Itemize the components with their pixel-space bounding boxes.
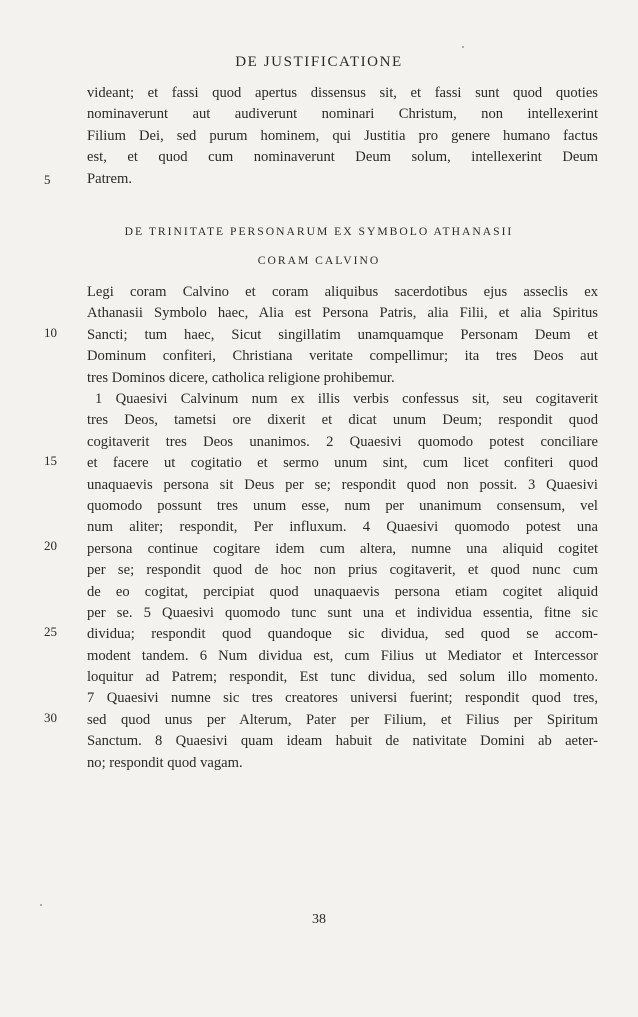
text-line: num aliter; respondit, Per influxum. 4 Quaesivi quomodo potest una bbox=[87, 519, 598, 536]
text-line: videant; et fassi quod apertus dissensus sit, et fassi sunt quod quoties bbox=[87, 85, 598, 101]
text-line: cogitaverit tres Deos unanimos. 2 Quaesivi quomodo potest conciliare bbox=[87, 433, 598, 450]
paragraph-reading-athanasian-creed bbox=[87, 282, 598, 389]
text-line: per se; respondit quod de hoc non prius cogitaverit, et quod nunc cum bbox=[87, 562, 598, 579]
page-number: 38 bbox=[312, 912, 326, 927]
text-line: nominaverunt aut audiverunt nominari Christum, non intellexerint bbox=[87, 106, 598, 123]
text-line: no; respondit quod vagam. bbox=[87, 754, 243, 771]
text-line: dividua; respondit quod quandoque sic dividua, sed quod se accom- bbox=[87, 626, 598, 643]
text-line: loquitur ad Patrem; respondit, Est tunc dividua, sed solum illo momento. bbox=[87, 669, 598, 686]
text-line: tres Dominos dicere, catholica religione prohibemur. bbox=[87, 369, 395, 386]
line-number: 30 bbox=[44, 710, 57, 725]
text-line: et facere ut cogitatio et sermo unum sint, cum licet confiteri quod bbox=[87, 455, 598, 472]
text-line: unaquaevis persona sit Deus per se; respondit quod non possit. 3 Quaesivi bbox=[87, 476, 598, 493]
paragraph-questions-to-calvin bbox=[87, 389, 598, 774]
text-line: Sancti; tum haec, Sicut singillatim unamquamque Personam Deum et bbox=[87, 326, 598, 343]
text-line: Filium Dei, sed purum hominem, qui Justitia pro genere humano factus bbox=[87, 127, 598, 144]
text-line: persona continue cogitare idem cum altera, numne una aliquid cogitet bbox=[87, 540, 598, 557]
section-subheading: CORAM CALVINO bbox=[257, 254, 381, 267]
text-line: de eo cogitat, percipiat quod unaquaevis persona etiam cogitet aliquid bbox=[87, 583, 598, 600]
line-number: 25 bbox=[44, 624, 57, 639]
line-number: 10 bbox=[44, 325, 57, 340]
line-number: 20 bbox=[44, 538, 57, 553]
text-line: sed quod unus per Alterum, Pater per Filium, et Filius per Spiritum bbox=[87, 711, 598, 728]
paper-speck bbox=[40, 904, 42, 906]
running-head: DE JUSTIFICATIONE bbox=[235, 54, 403, 70]
line-number: 5 bbox=[44, 172, 51, 187]
text-line: est, et quod cum nominaverunt Deum solum, intellexerint Deum bbox=[87, 149, 598, 166]
line-number: 15 bbox=[44, 453, 57, 468]
text-line: Patrem. bbox=[87, 170, 132, 187]
text-line: modent tandem. 6 Num dividua est, cum Filius ut Mediator et Intercessor bbox=[87, 647, 598, 664]
text-line: tres Deos, tametsi ore dixerit et dicat unum Deum; respondit quod bbox=[87, 412, 598, 429]
paper-speck bbox=[462, 46, 464, 48]
paragraph-justification-end bbox=[87, 83, 598, 190]
text-line: Sanctum. 8 Quaesivi quam ideam habuit de nativitate Domini ab aeter- bbox=[87, 733, 598, 750]
text-line: quomodo possunt tres unum esse, num per unanimum consensum, vel bbox=[87, 497, 598, 514]
text-line: Dominum confiteri, Christiana veritate compellimur; ita tres Deos aut bbox=[87, 348, 598, 365]
text-line: 1 Quaesivi Calvinum num ex illis verbis confessus sit, seu cogitaverit bbox=[95, 391, 598, 407]
text-line: Legi coram Calvino et coram aliquibus sacerdotibus ejus asseclis ex bbox=[87, 284, 598, 300]
section-heading: DE TRINITATE PERSONARUM EX SYMBOLO ATHANASII bbox=[124, 225, 514, 238]
text-line: 7 Quaesivi numne sic tres creatores universi fuerint; respondit quod tres, bbox=[87, 690, 598, 707]
text-line: Athanasii Symbolo haec, Alia est Persona Patris, alia Filii, et alia Spiritus bbox=[87, 305, 598, 322]
text-line: per se. 5 Quaesivi quomodo tunc sunt una et individua essentia, fitne sic bbox=[87, 604, 598, 621]
